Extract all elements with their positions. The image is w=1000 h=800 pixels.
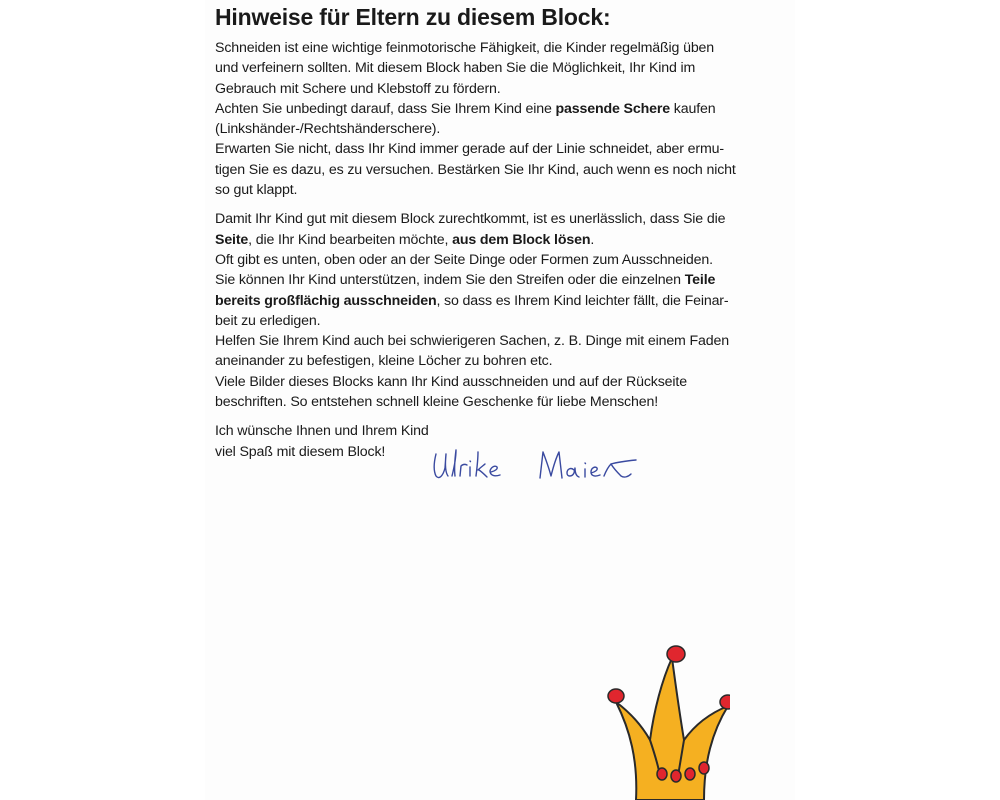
bold-text: Seite — [215, 231, 249, 248]
text-line: Ich wünsche Ihnen und Ihrem Kind — [215, 423, 429, 440]
document-body — [215, 0, 775, 462]
text-segment: , so dass es Ihrem Kind leichter fällt, die Feinar- — [436, 292, 729, 309]
crown-icon — [600, 640, 730, 800]
crown-tip — [608, 689, 624, 703]
text-segment: Achten Sie unbedingt darauf, dass Sie Ihrem Kind eine — [215, 100, 556, 117]
text-line: Gebrauch mit Schere und Klebstoff zu fördern. — [215, 80, 501, 97]
text-segment: Sie können Ihr Kind unterstützen, indem Sie den Streifen oder die einzelnen — [215, 272, 685, 289]
text-line: Damit Ihr Kind gut mit diesem Block zurechtkommt, ist es unerlässlich, dass Sie die — [215, 211, 726, 228]
crown-jewel — [657, 768, 667, 780]
text-line — [215, 270, 775, 290]
bold-text: Teile — [684, 272, 716, 289]
bold-text: aus dem Block lösen — [452, 231, 591, 248]
paragraph-usage — [215, 209, 775, 412]
text-line: Helfen Sie Ihrem Kind auch bei schwierigeren Sachen, z. B. Dinge mit einem Faden — [215, 333, 729, 350]
text-segment: , die Ihr Kind bearbeiten möchte, — [248, 231, 453, 248]
crown-jewel — [671, 770, 681, 782]
text-line: viel Spaß mit diesem Block! — [215, 443, 386, 460]
text-line: beschriften. So entstehen schnell kleine Geschenke für liebe Menschen! — [215, 394, 658, 411]
bold-text: passende Schere — [555, 100, 670, 117]
text-segment: . — [590, 231, 595, 248]
text-line — [215, 230, 775, 250]
crown-tip — [720, 695, 730, 709]
page-title: Hinweise für Eltern zu diesem Block: — [215, 4, 611, 30]
crown-jewel — [699, 762, 709, 774]
crown-jewel — [685, 768, 695, 780]
text-line: beit zu erledigen. — [215, 312, 321, 329]
crown-tip — [667, 646, 685, 662]
text-segment: kaufen — [669, 100, 716, 117]
text-line — [215, 99, 775, 119]
text-line: Schneiden ist eine wichtige feinmotorische Fähigkeit, die Kinder regelmäßig üben — [215, 40, 715, 56]
text-line: Erwarten Sie nicht, dass Ihr Kind immer gerade auf der Linie schneidet, aber ermu- — [215, 141, 724, 158]
text-line: aneinander zu befestigen, kleine Löcher zu bohren etc. — [215, 353, 553, 370]
text-line: und verfeinern sollten. Mit diesem Block haben Sie die Möglichkeit, Ihr Kind im — [215, 60, 696, 77]
paragraph-intro — [215, 38, 775, 200]
bold-text: bereits großflächig ausschneiden — [215, 292, 437, 309]
text-line: so gut klappt. — [215, 182, 298, 199]
text-line: tigen Sie es dazu, es zu versuchen. Bestärken Sie Ihr Kind, auch wenn es noch nicht — [215, 161, 736, 178]
signature — [428, 440, 648, 490]
text-line: Viele Bilder dieses Blocks kann Ihr Kind ausschneiden und auf der Rückseite — [215, 373, 687, 390]
text-line: Oft gibt es unten, oben oder an der Seite Dinge oder Formen zum Ausschneiden. — [215, 251, 713, 268]
text-line — [215, 291, 775, 311]
text-line: (Linkshänder-/Rechtshänderschere). — [215, 121, 441, 138]
